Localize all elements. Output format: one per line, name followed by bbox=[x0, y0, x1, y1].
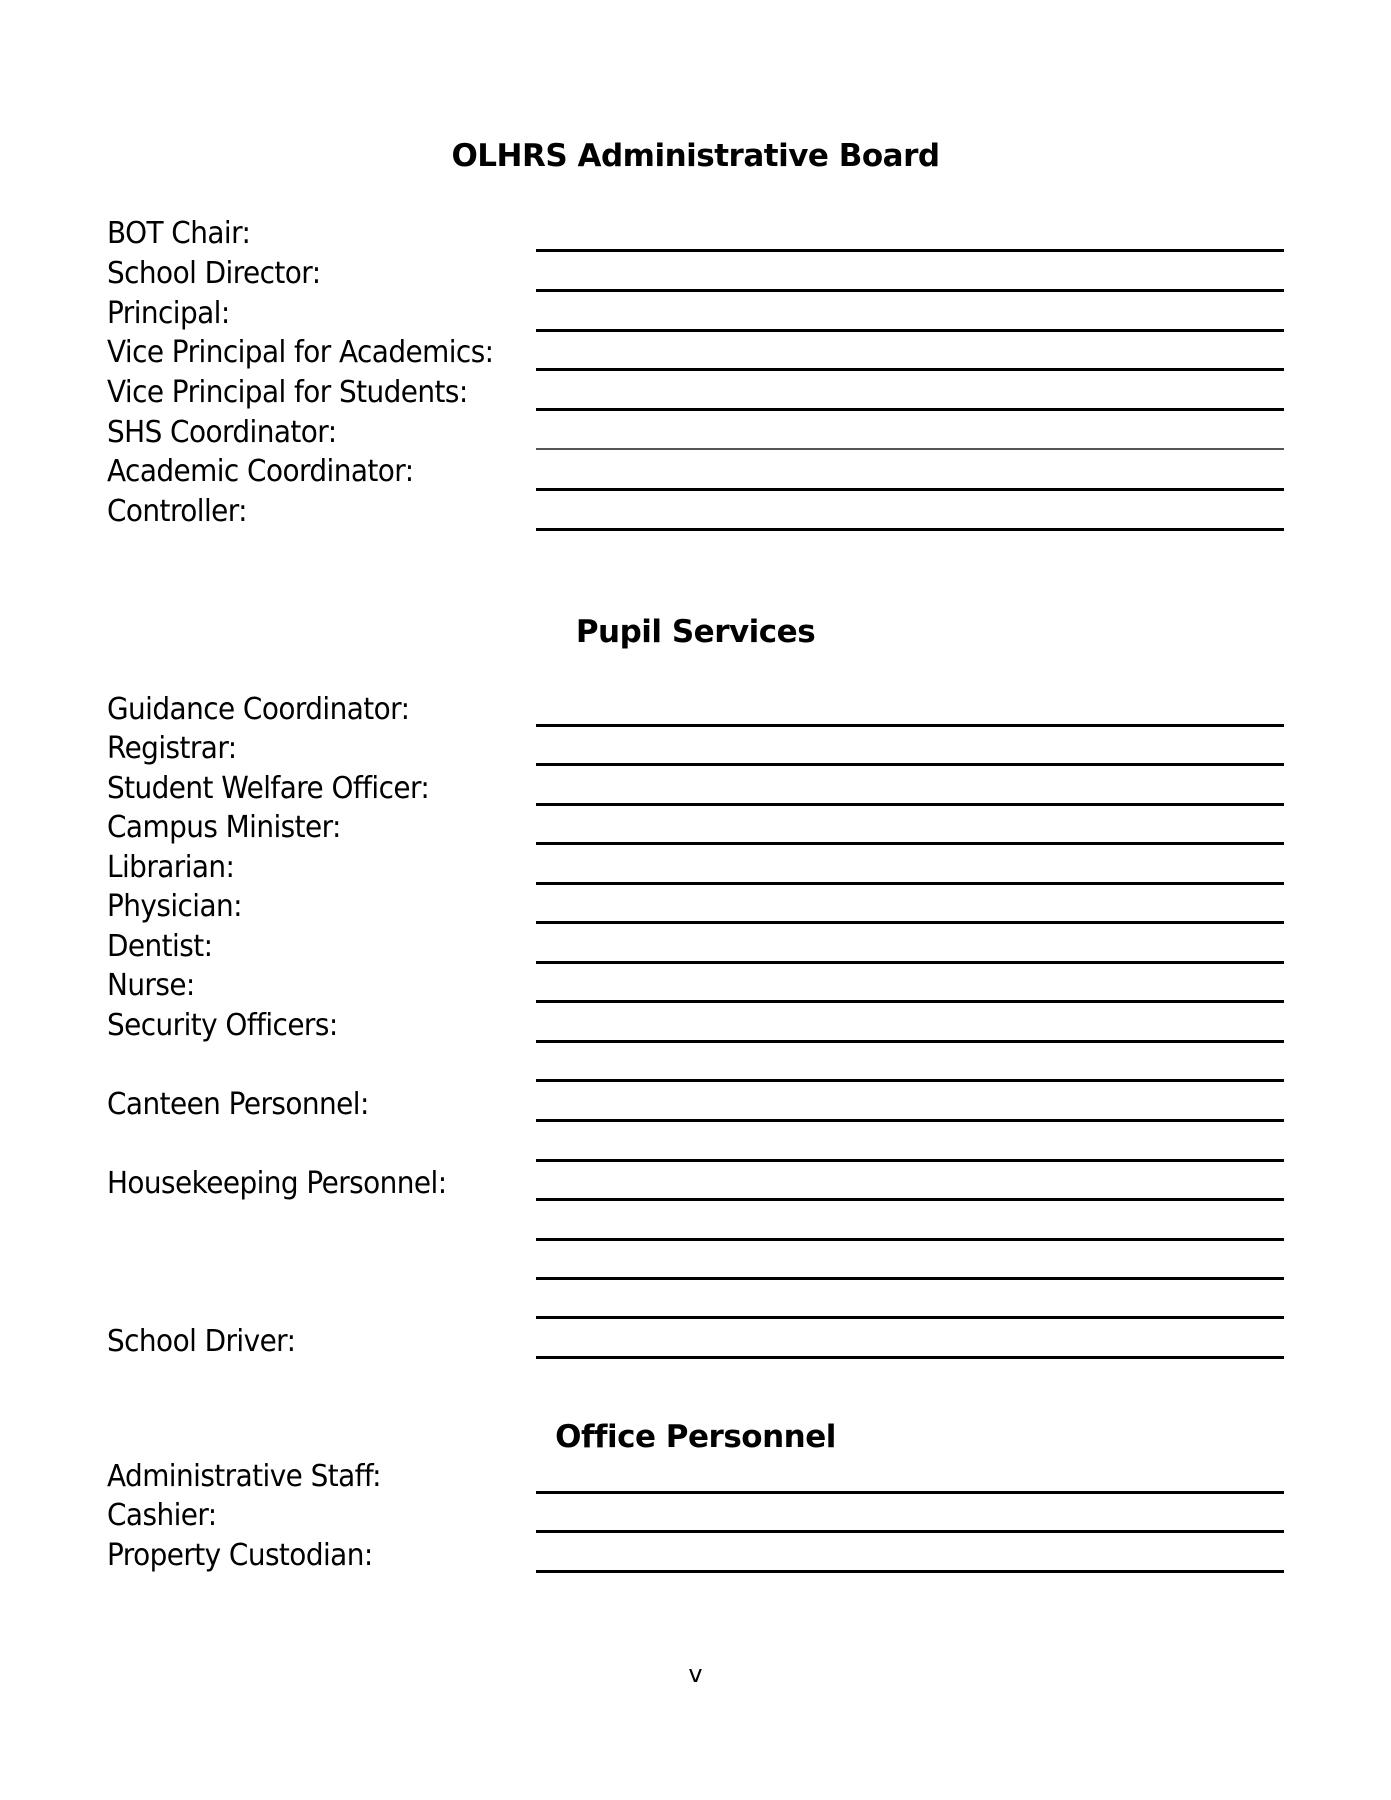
fill-line-physician[interactable] bbox=[536, 921, 1284, 924]
fill-line-dentist[interactable] bbox=[536, 961, 1284, 964]
page-number: v bbox=[688, 1660, 703, 1688]
label-school-director: School Director: bbox=[107, 256, 321, 291]
fill-line-housekeeping-personnel-2[interactable] bbox=[536, 1238, 1284, 1241]
label-security-officers: Security Officers: bbox=[107, 1008, 338, 1043]
label-bot-chair: BOT Chair: bbox=[107, 216, 251, 251]
label-dentist: Dentist: bbox=[107, 929, 213, 964]
label-administrative-staff: Administrative Staff: bbox=[107, 1459, 382, 1494]
page-title: OLHRS Administrative Board bbox=[451, 138, 940, 174]
fill-line-canteen-personnel-2[interactable] bbox=[536, 1159, 1284, 1162]
section-heading-pupil-services: Pupil Services bbox=[575, 614, 816, 650]
label-principal: Principal: bbox=[107, 296, 230, 331]
label-physician: Physician: bbox=[107, 889, 243, 924]
fill-line-student-welfare-officer[interactable] bbox=[536, 803, 1284, 806]
fill-line-shs-coordinator[interactable] bbox=[536, 448, 1284, 450]
label-campus-minister: Campus Minister: bbox=[107, 810, 341, 845]
label-shs-coordinator: SHS Coordinator: bbox=[107, 415, 337, 450]
fill-line-property-custodian[interactable] bbox=[536, 1570, 1284, 1573]
label-property-custodian: Property Custodian: bbox=[107, 1538, 373, 1573]
fill-line-housekeeping-personnel-4[interactable] bbox=[536, 1316, 1284, 1319]
label-registrar: Registrar: bbox=[107, 731, 237, 766]
fill-line-school-driver[interactable] bbox=[536, 1356, 1284, 1359]
label-school-driver: School Driver: bbox=[107, 1324, 296, 1359]
fill-line-security-officers-1[interactable] bbox=[536, 1040, 1284, 1043]
fill-line-cashier[interactable] bbox=[536, 1530, 1284, 1533]
fill-line-housekeeping-personnel-3[interactable] bbox=[536, 1277, 1284, 1280]
label-librarian: Librarian: bbox=[107, 850, 235, 885]
label-vp-academics: Vice Principal for Academics: bbox=[107, 335, 494, 370]
fill-line-vp-academics[interactable] bbox=[536, 368, 1284, 371]
fill-line-bot-chair[interactable] bbox=[536, 249, 1284, 252]
fill-line-principal[interactable] bbox=[536, 329, 1284, 332]
fill-line-registrar[interactable] bbox=[536, 763, 1284, 766]
label-student-welfare-officer: Student Welfare Officer: bbox=[107, 771, 430, 806]
fill-line-security-officers-2[interactable] bbox=[536, 1079, 1284, 1082]
fill-line-canteen-personnel-1[interactable] bbox=[536, 1119, 1284, 1122]
fill-line-guidance-coordinator[interactable] bbox=[536, 724, 1284, 727]
fill-line-nurse[interactable] bbox=[536, 1000, 1284, 1003]
label-academic-coordinator: Academic Coordinator: bbox=[107, 454, 414, 489]
label-cashier: Cashier: bbox=[107, 1498, 217, 1533]
fill-line-librarian[interactable] bbox=[536, 882, 1284, 885]
fill-line-vp-students[interactable] bbox=[536, 408, 1284, 411]
fill-line-housekeeping-personnel-1[interactable] bbox=[536, 1198, 1284, 1201]
fill-line-administrative-staff[interactable] bbox=[536, 1491, 1284, 1494]
label-guidance-coordinator: Guidance Coordinator: bbox=[107, 692, 410, 727]
label-canteen-personnel: Canteen Personnel: bbox=[107, 1087, 369, 1122]
section-heading-office-personnel: Office Personnel bbox=[555, 1419, 836, 1455]
label-controller: Controller: bbox=[107, 494, 248, 529]
fill-line-campus-minister[interactable] bbox=[536, 842, 1284, 845]
label-vp-students: Vice Principal for Students: bbox=[107, 375, 468, 410]
fill-line-academic-coordinator[interactable] bbox=[536, 488, 1284, 491]
fill-line-school-director[interactable] bbox=[536, 289, 1284, 292]
fill-line-controller[interactable] bbox=[536, 528, 1284, 531]
label-housekeeping-personnel: Housekeeping Personnel: bbox=[107, 1166, 447, 1201]
label-nurse: Nurse: bbox=[107, 968, 195, 1003]
